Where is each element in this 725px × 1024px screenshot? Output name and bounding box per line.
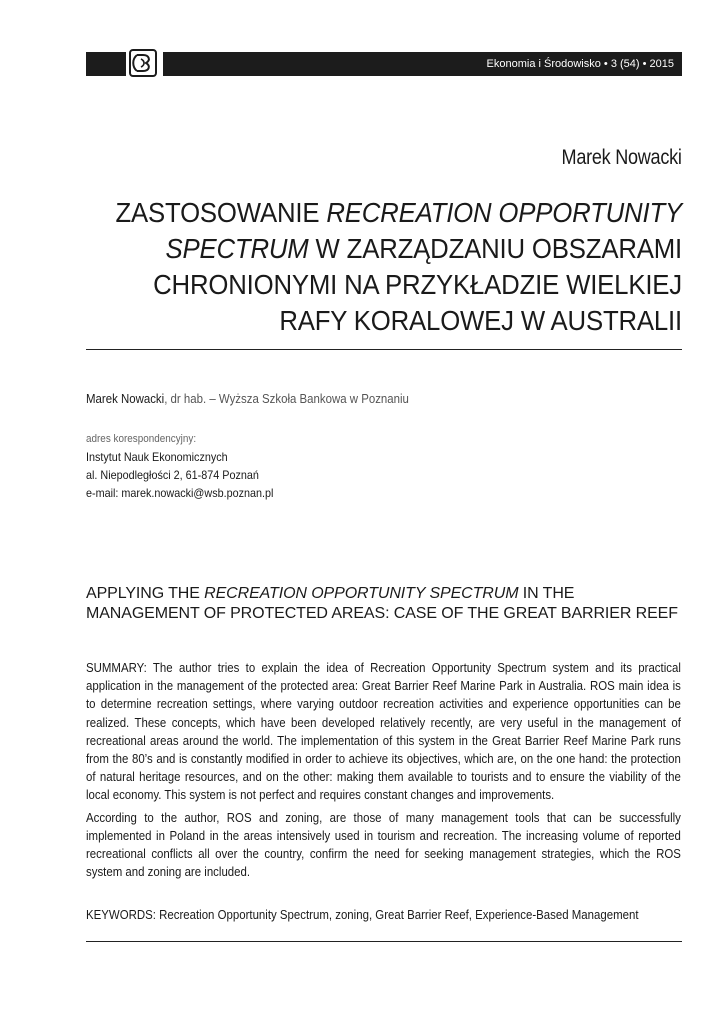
title-en-part1: APPLYING THE bbox=[86, 585, 205, 602]
abstract bbox=[86, 659, 681, 885]
title-pl-part2: W ZARZĄDZANIU OBSZARAMI CHRONIONYMI NA PRZYKŁADZIE WIELKIEJ RAFY KORALOWEJ W AUSTRALII bbox=[153, 233, 682, 336]
affiliation-name: Marek Nowacki bbox=[86, 391, 165, 406]
title-en-part2: IN THE MANAGEMENT OF PROTECTED AREAS: CASE OF THE GREAT BARRIER REEF bbox=[86, 585, 678, 622]
contact-address bbox=[86, 430, 273, 502]
bottom-divider bbox=[86, 941, 682, 942]
journal-logo-icon bbox=[129, 49, 157, 77]
abstract-paragraph-1: SUMMARY: The author tries to explain the idea of Recreation Opportunity Spectrum system and its practical application in the management of the protected area: Great Barrier Reef Marine Park in Australia. ROS main idea is to determine recreation settings, where varying outdoor recreation activities and experience opportunities can be realized. These concepts, which have been developed relatively recently, are very useful in the management of recreational areas around the world. The implementation of this system in the Great Barrier Reef Marine Park runs from the 80’s and is constantly modified in order to achieve its objectives, which are, on the one hand: the protection of natural heritage resources, and on the other: making them available to tourists and to ensure the viability of the local economy. This system is not perfect and requires constant changes and improvements. bbox=[86, 660, 681, 803]
title-pl-part1: ZASTOSOWANIE bbox=[115, 197, 327, 228]
title-pl-italic: RECREATION OPPORTUNITY SPECTRUM bbox=[165, 197, 682, 264]
contact-label: adres korespondencyjny: bbox=[86, 433, 197, 445]
article-title-en bbox=[86, 584, 686, 624]
article-title-pl bbox=[93, 195, 682, 339]
title-en-italic: RECREATION OPPORTUNITY SPECTRUM bbox=[204, 585, 519, 602]
affiliation-details: , dr hab. – Wyższa Szkoła Bankowa w Poznaniu bbox=[164, 391, 409, 406]
title-divider bbox=[86, 349, 682, 350]
journal-header bbox=[163, 52, 682, 76]
contact-email: e-mail: marek.nowacki@wsb.poznan.pl bbox=[86, 486, 274, 500]
contact-line-1: Instytut Nauk Ekonomicznych bbox=[86, 450, 228, 464]
author-affiliation bbox=[86, 391, 409, 406]
author-name: Marek Nowacki bbox=[561, 146, 682, 169]
header-bar-left bbox=[86, 52, 126, 76]
journal-info: Ekonomia i Środowisko • 3 (54) • 2015 bbox=[486, 58, 674, 70]
keywords: KEYWORDS: Recreation Opportunity Spectrum, zoning, Great Barrier Reef, Experience-Based Management bbox=[86, 907, 639, 922]
abstract-paragraph-2: According to the author, ROS and zoning, are those of many management tools that can be successfully implemented in Poland in the areas intensively used in tourism and recreation. The increasing volume of reported recreational conflicts all over the country, confirm the need for seeking management strategies, which the ROS system and zoning are included. bbox=[86, 809, 681, 880]
contact-line-2: al. Niepodległości 2, 61-874 Poznań bbox=[86, 468, 259, 482]
